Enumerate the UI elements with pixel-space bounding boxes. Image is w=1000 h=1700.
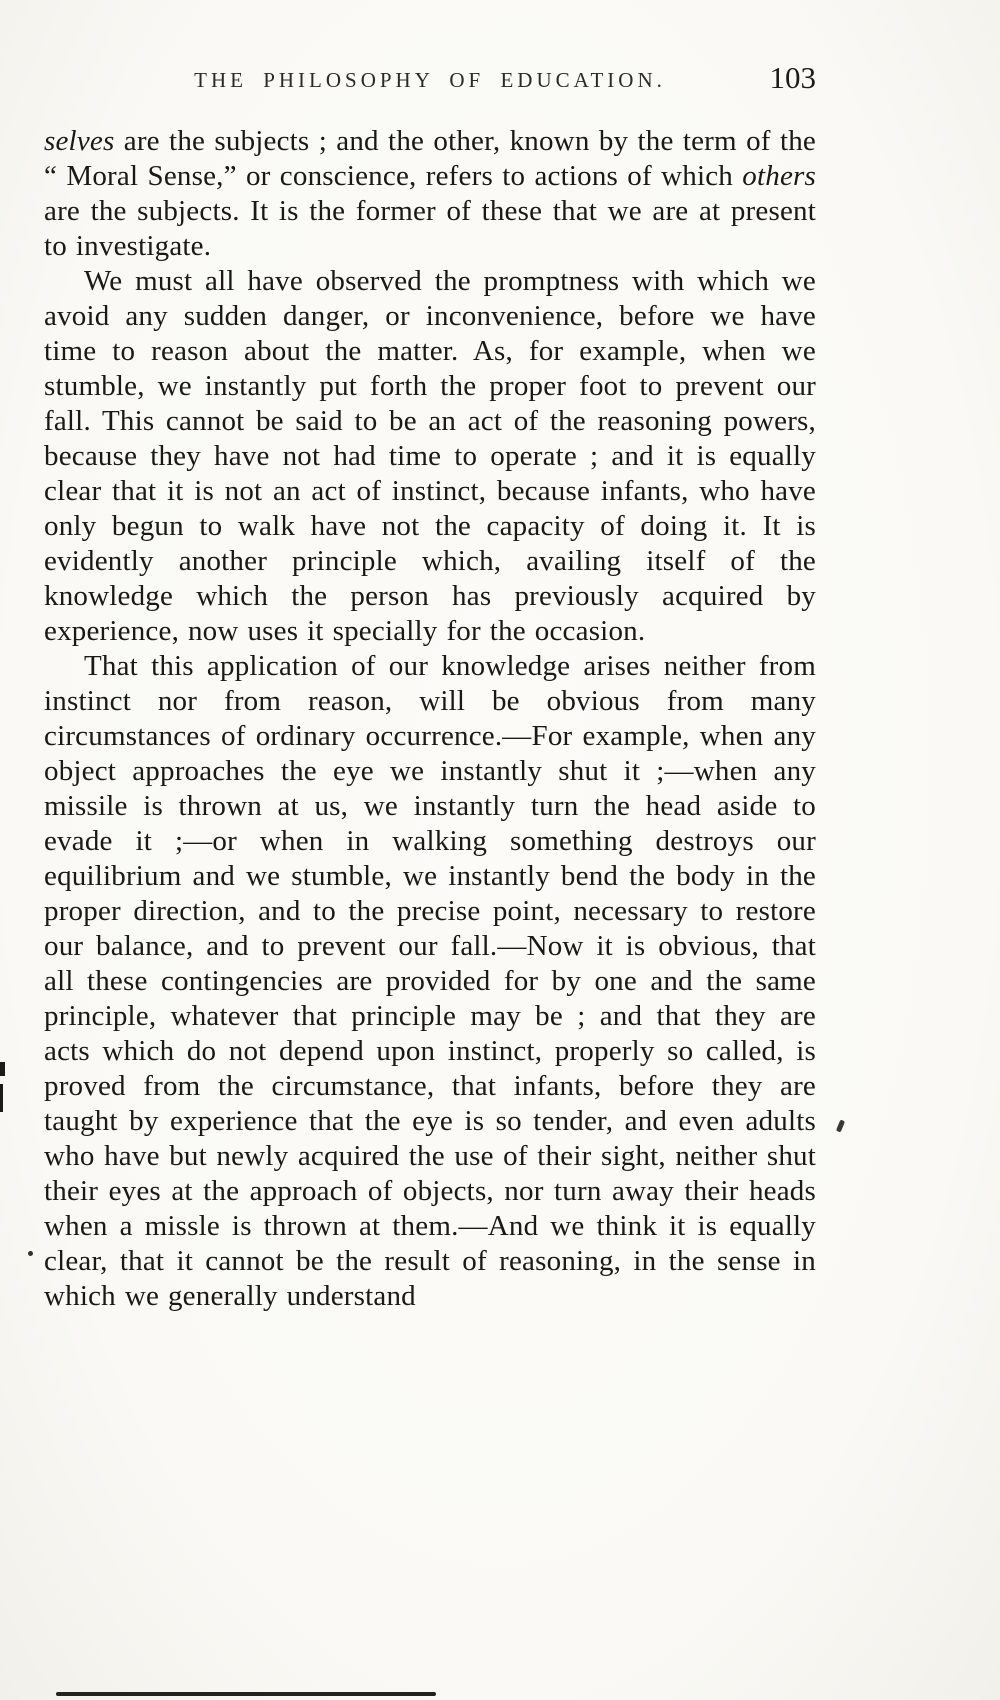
scan-artifact [28, 1251, 33, 1256]
text-segment: That this application of our knowledge arises neither from instinct nor from reason, will be obvious from many circumstances of ordinary occurrence.—For example, when any object approaches the eye we instantly shut it ;—when any missile is thrown at us, we instantly turn the head aside to evade it ;—or when in walking something destroys our equilibrium and we stumble, we instantly bend the body in the proper direction, and to the precise point, necessary to restore our balance, and to prevent our fall.—Now it is obvious, that all these contingencies are provided for by one and the same principle, whatever that principle may be ; and that they are acts which do not depend upon instinct, properly so called, is proved from the circumstance, that infants, before they are taught by experience that the eye is so tender, and even adults who have but newly acquired the use of their sight, neither shut their eyes at the approach of objects, nor turn away their heads when a missle is thrown at them.—And we think it is equally clear, that it cannot be the result of reasoning, in the sense in which we generally understand [44, 650, 816, 1312]
page-body [44, 124, 816, 1314]
page-number: 103 [769, 60, 816, 95]
paragraph [44, 649, 816, 1314]
text-segment: are the subjects ; and the other, known by the term of the “ Moral Sense,” or conscience, refers to actions of which [44, 125, 816, 192]
scan-artifact [0, 1084, 3, 1112]
text-segment: are the subjects. It is the former of these that we are at present to investigate. [44, 195, 816, 262]
italic-text-segment: others [742, 160, 816, 192]
paragraph [44, 124, 816, 264]
text-segment: We must all have observed the promptness with which we avoid any sudden danger, or inconvenience, before we have time to reason about the matter. As, for example, when we stumble, we instantly put forth the proper foot to prevent our fall. This cannot be said to be an act of the reasoning powers, because they have not had time to operate ; and it is equally clear that it is not an act of instinct, because infants, who have only begun to walk have not the capacity of doing it. It is evidently another principle which, availing itself of the knowledge which the person has previously acquired by experience, now uses it specially for the occasion. [44, 265, 816, 647]
page-header [44, 60, 816, 106]
italic-text-segment: selves [44, 125, 115, 157]
running-title: THE PHILOSOPHY OF EDUCATION. [194, 68, 666, 92]
paragraph [44, 264, 816, 649]
scan-artifact [0, 1062, 5, 1076]
scan-artifact [56, 1692, 436, 1696]
